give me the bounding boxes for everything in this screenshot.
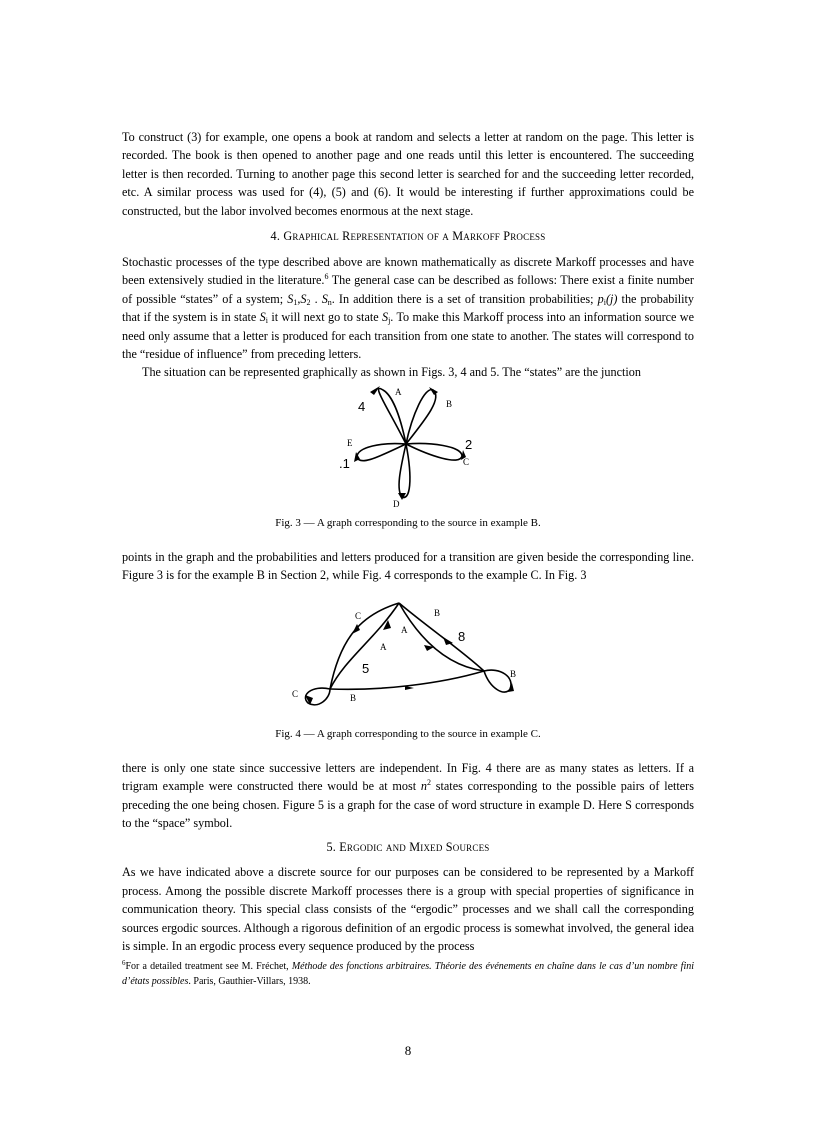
fig3-prob-a: 4 bbox=[358, 398, 366, 414]
figure-3-graph bbox=[122, 382, 694, 522]
page-content bbox=[122, 128, 694, 989]
paragraph-single-state: there is only one state since successive letters are independent. In Fig. 4 there are as many states as letters. If a trigram example were constructed there would be at most $n^2$ states corresponding to the possible pairs of letters preceding the one being chosen. Figure 5 is a graph for the case of word structure in example D. Here S corresponds to the “space” symbol. bbox=[122, 760, 694, 830]
footnote-6: $^6$For a detailed treatment see M. Fréchet, Méthode des fonctions arbitraires. Théorie des événements en chaîne dans le cas d’un nombre fini d’états possibles. Paris, Gauthier-Villars, 1938. bbox=[122, 959, 694, 988]
arrow-b bbox=[429, 387, 438, 395]
figure-4-graph bbox=[122, 585, 694, 713]
paragraph-stochastic-processes: Stochastic processes of the type described above are known mathematically as discrete Markoff processes and have been extensively studied in the literature.$^6$ The general case can be described as follows: There exist a finite number of possible “states” of a system; $S_1,S_2$ . $S_n$. In addition there is a set of transition probabilities; $p_i(j)$ the probability that if the system is in state $S_i$ it will next go to state $S_j$. To make this Markoff process into an information source we need only assume that a letter is produced for each transition from one state to another. The states will correspond to the “residue of influence” from preceding letters. bbox=[122, 255, 695, 362]
page-number: 8 bbox=[404, 1043, 412, 1058]
fig4-label-b-top: B bbox=[434, 607, 441, 618]
loop-d bbox=[399, 444, 410, 497]
paragraph-graph-intro: The situation can be represented graphically as shown in Figs. 3, 4 and 5. The “states” are the junction bbox=[142, 365, 641, 380]
fig3-label-a: A bbox=[395, 386, 402, 397]
fig3-label-c: C bbox=[463, 456, 470, 467]
edge-left-to-top-inner bbox=[330, 603, 399, 689]
edge-top-to-right-outer bbox=[399, 603, 484, 671]
figure-4-caption: Fig. 4 — A graph corresponding to the source in example C. bbox=[275, 727, 541, 740]
footnote-ref: 6 bbox=[324, 272, 329, 282]
loop-right-b bbox=[484, 670, 511, 692]
paragraph-book-construction: To construct (3) for example, one opens a book at random and selects a letter at random on the page. This letter is recorded. The book is then opened to another page and one reads until this letter is encountered. The succeeding letter is then recorded. Turning to another page this second letter is searched for and the succeeding letter recorded, etc. A similar process was used for (4), (5) and (6). It would be interesting if further approximations could be constructed, but the labor involved becomes enormous at the next stage. bbox=[122, 130, 694, 218]
figure-3-caption: Fig. 3 — A graph corresponding to the source in example B. bbox=[275, 516, 541, 529]
arrow-bottom bbox=[405, 686, 414, 690]
fig3-prob-e: .1 bbox=[339, 455, 350, 471]
fig4-label-a-left: A bbox=[380, 641, 387, 652]
loop-b bbox=[406, 390, 436, 444]
fig4-label-c-top: C bbox=[355, 610, 362, 621]
fig4-label-a-right: A bbox=[401, 624, 408, 635]
section-heading-4: 4. Graphical Representation of a Markoff Process bbox=[270, 229, 546, 244]
loop-a bbox=[379, 388, 406, 443]
fig4-prob-8: 8 bbox=[458, 628, 466, 644]
loop-e bbox=[357, 443, 406, 460]
fig4-label-c-left: C bbox=[292, 688, 299, 699]
paragraph-ergodic: As we have indicated above a discrete source for our purposes can be considered to be represented by a Markoff process. Among the possible discrete Markoff processes there is a group with special properties of significance in communication theory. This special class consists of the “ergodic” processes and we shall call the corresponding sources ergodic sources. Although a rigorous definition of an ergodic process is somewhat involved, the general idea is simple. In an ergodic process every sequence produced by the process bbox=[122, 865, 694, 953]
fig3-label-b: B bbox=[446, 398, 453, 409]
fig4-prob-5: 5 bbox=[362, 660, 370, 676]
fig4-label-b-bottom: B bbox=[350, 692, 357, 703]
fig3-prob-c: 2 bbox=[465, 436, 473, 452]
loop-c bbox=[406, 443, 462, 460]
fig3-label-e: E bbox=[347, 437, 353, 448]
paragraph-graph-explanation: points in the graph and the probabilities and letters produced for a transition are given beside the corresponding line. Figure 3 is for the example B in Section 2, while Fig. 4 corresponds to the example C. In Fig. 3 bbox=[122, 549, 694, 583]
section-heading-5: 5. Ergodic and Mixed Sources bbox=[326, 840, 490, 855]
fig4-label-b-right: B bbox=[510, 668, 517, 679]
fig3-label-d: D bbox=[393, 498, 400, 509]
